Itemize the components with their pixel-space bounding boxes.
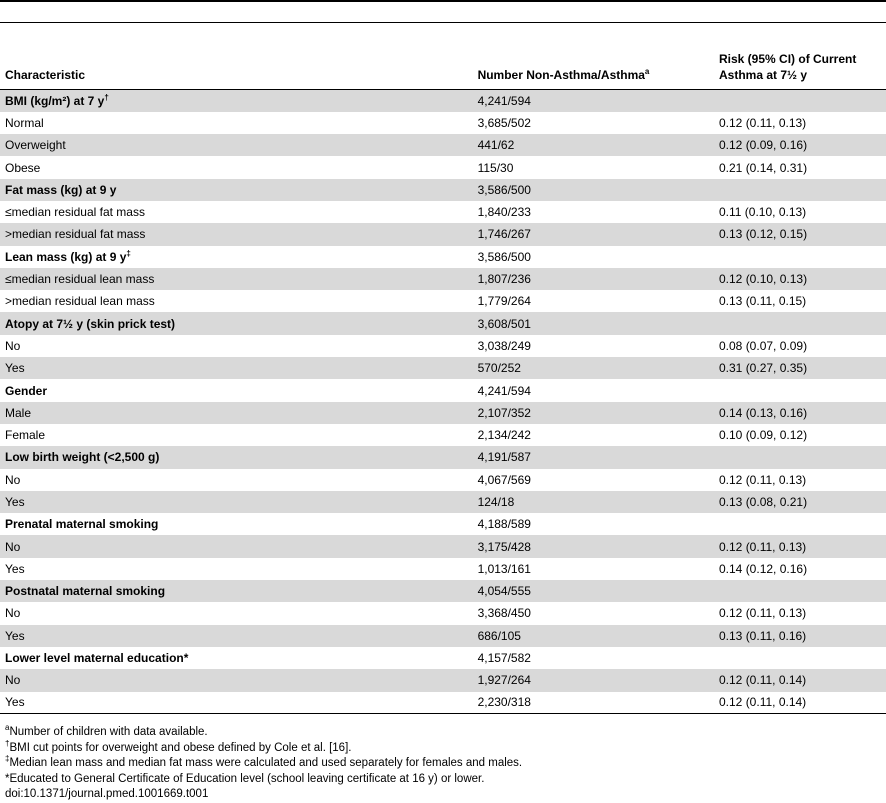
header-risk-text: Risk (95% CI) of Current Asthma at 7½ y [719,52,857,82]
header-number-text: Number Non-Asthma/Asthma [477,68,645,82]
characteristic-label: No [5,539,21,554]
table-row [0,469,886,491]
characteristic-label: Overweight [5,138,66,153]
characteristic-label: Postnatal maternal smoking [5,584,166,599]
characteristic-label: Fat mass (kg) at 9 y [5,182,117,197]
cell-characteristic [0,357,473,379]
table-row [0,491,886,513]
footnote-mark: a [5,723,10,733]
characteristic-label: No [5,606,21,621]
header-number [473,23,714,90]
cell-number: 115/30 [477,160,514,175]
table-section-row [0,446,886,468]
characteristic-label: BMI (kg/m²) at 7 y [5,93,105,108]
cell-characteristic [0,179,473,201]
characteristic-label: Yes [5,494,25,509]
cell-characteristic [0,647,473,669]
characteristic-label: Female [5,428,46,443]
table-row [0,268,886,290]
top-rule [0,0,886,2]
characteristic-label: Yes [5,361,25,376]
cell-number: 3,586/500 [473,179,714,201]
footnote-mark: ‡ [5,754,10,764]
cell-characteristic [0,112,473,134]
cell-characteristic [0,669,473,691]
characteristic-label: No [5,673,21,688]
cell-risk: 0.12 (0.09, 0.16) [714,134,886,156]
cell-number: 3,608/501 [473,312,714,334]
header-characteristic [0,23,473,90]
cell-number: 4,067/569 [477,472,531,487]
table-row [0,424,886,446]
cell-characteristic [0,513,473,535]
table-row [0,290,886,312]
footnote [5,772,522,788]
cell-number: 4,191/587 [473,446,714,468]
cell-number: 3,175/428 [473,535,714,557]
cell-characteristic [0,424,473,446]
table-row [0,201,886,223]
cell-characteristic [0,469,473,491]
footnote-text: Number of children with data available. [9,726,208,738]
table-section-row [0,580,886,602]
footnote [5,738,522,757]
data-table [0,22,886,714]
table-row [0,692,886,714]
header-number-footnote-mark: a [644,67,650,76]
cell-risk: 0.12 (0.11, 0.13) [719,606,807,621]
footnote-text: *Educated to General Certificate of Education level (school leaving certificate at 16 y) or lower. [5,772,485,785]
table-section-row [0,312,886,334]
cell-number: 4,241/594 [473,90,714,112]
cell-risk: 0.13 (0.11, 0.16) [714,625,886,647]
cell-risk [714,90,886,112]
table-row [0,223,886,245]
cell-characteristic [0,446,473,468]
cell-number: 570/252 [473,357,714,379]
cell-number: 1,807/236 [473,268,714,290]
cell-number: 1,013/161 [477,561,531,576]
cell-risk [714,580,886,602]
characteristic-label: Obese [5,160,41,175]
table-section-row [0,179,886,201]
cell-characteristic [0,290,473,312]
cell-characteristic [0,335,473,357]
characteristic-label: Prenatal maternal smoking [5,517,159,532]
characteristic-label: Male [5,405,32,420]
header-risk [714,23,886,90]
table-row [0,535,886,557]
characteristic-label: Lean mass (kg) at 9 y [5,249,127,264]
characteristic-label: Gender [5,383,48,398]
characteristic-label: ≤median residual lean mass [5,272,155,287]
cell-risk [714,513,886,535]
cell-number: 1,746/267 [473,223,714,245]
cell-characteristic [0,602,473,624]
table-row [0,335,886,357]
cell-characteristic [0,312,473,334]
footnote-mark: † [5,738,10,748]
cell-number: 124/18 [473,491,714,513]
characteristic-label: Yes [5,561,25,576]
cell-risk: 0.12 (0.11, 0.13) [714,535,886,557]
cell-characteristic [0,223,473,245]
cell-number: 3,586/500 [477,249,531,264]
characteristic-label: Low birth weight (<2,500 g) [5,450,160,465]
cell-characteristic [0,535,473,557]
table-header [0,23,886,90]
cell-characteristic [0,379,473,401]
cell-characteristic [0,134,473,156]
cell-characteristic [0,246,473,268]
cell-risk [714,446,886,468]
cell-number: 3,685/502 [477,115,531,130]
cell-risk: 0.13 (0.08, 0.21) [714,491,886,513]
cell-risk [714,647,886,669]
header-row [0,23,886,90]
cell-number: 1,927/264 [473,669,714,691]
cell-risk [714,246,886,268]
cell-risk: 0.12 (0.11, 0.14) [719,695,807,710]
table-row [0,602,886,624]
cell-characteristic [0,491,473,513]
characteristic-label: >median residual fat mass [5,227,146,242]
cell-characteristic [0,201,473,223]
table-section-row [0,513,886,535]
cell-number: 3,038/249 [477,338,531,353]
characteristic-label: >median residual lean mass [5,294,155,309]
cell-number: 1,840/233 [477,205,531,220]
table-section-row [0,90,886,112]
cell-characteristic [0,268,473,290]
cell-risk: 0.21 (0.14, 0.31) [719,160,808,175]
cell-number: 2,230/318 [477,695,531,710]
cell-number: 4,188/589 [477,517,531,532]
characteristic-label: No [5,338,21,353]
cell-risk: 0.13 (0.12, 0.15) [714,223,886,245]
cell-risk: 0.31 (0.27, 0.35) [714,357,886,379]
table-section-row [0,246,886,268]
table-section-row [0,647,886,669]
footnote [5,725,522,741]
cell-characteristic [0,692,473,714]
table-row [0,669,886,691]
characteristic-label: Yes [5,628,25,643]
table-row [0,134,886,156]
cell-number: 4,157/582 [477,651,531,666]
cell-number: 2,134/242 [477,428,531,443]
footnote-text: BMI cut points for overweight and obese defined by Cole et al. [16]. [9,741,352,754]
footnote-text: Median lean mass and median fat mass were calculated and used separately for females and males. [9,757,523,770]
cell-number: 1,779/264 [477,294,531,309]
footnote [5,787,522,803]
characteristic-label: Lower level maternal education* [5,651,189,666]
cell-risk [714,179,886,201]
cell-number: 2,107/352 [473,402,714,424]
table-row [0,357,886,379]
characteristic-label: No [5,472,21,487]
footnote-mark: ‡ [126,248,131,258]
footnote [5,756,522,772]
table-body [0,90,886,714]
footnotes [5,725,522,803]
cell-risk: 0.11 (0.10, 0.13) [719,205,807,220]
cell-risk: 0.12 (0.11, 0.13) [719,472,807,487]
table-row [0,156,886,178]
characteristic-label: Atopy at 7½ y (skin prick test) [5,316,176,331]
cell-characteristic [0,580,473,602]
table-section-row [0,379,886,401]
table-row [0,625,886,647]
cell-risk: 0.14 (0.13, 0.16) [714,402,886,424]
cell-characteristic [0,156,473,178]
footnote-mark: † [104,92,109,102]
cell-risk [714,379,886,401]
cell-risk: 0.08 (0.07, 0.09) [719,338,808,353]
footnote-text: doi:10.1371/journal.pmed.1001669.t001 [5,788,209,801]
table-row [0,558,886,580]
header-characteristic-text: Characteristic [5,68,86,82]
cell-characteristic [0,625,473,647]
cell-risk [714,312,886,334]
cell-characteristic [0,402,473,424]
characteristic-label: Normal [5,115,44,130]
cell-risk: 0.10 (0.09, 0.12) [719,428,808,443]
cell-number: 686/105 [473,625,714,647]
cell-risk: 0.12 (0.11, 0.14) [714,669,886,691]
characteristic-label: Yes [5,695,25,710]
characteristic-label: ≤median residual fat mass [5,205,145,220]
table-row [0,402,886,424]
cell-risk: 0.12 (0.10, 0.13) [714,268,886,290]
cell-number: 441/62 [473,134,714,156]
cell-characteristic [0,558,473,580]
cell-risk: 0.13 (0.11, 0.15) [719,294,807,309]
cell-risk: 0.12 (0.11, 0.13) [719,115,807,130]
table-row [0,112,886,134]
cell-risk: 0.14 (0.12, 0.16) [719,561,808,576]
cell-number: 4,054/555 [473,580,714,602]
cell-number: 4,241/594 [477,383,531,398]
cell-number: 3,368/450 [477,606,531,621]
cell-characteristic [0,90,473,112]
